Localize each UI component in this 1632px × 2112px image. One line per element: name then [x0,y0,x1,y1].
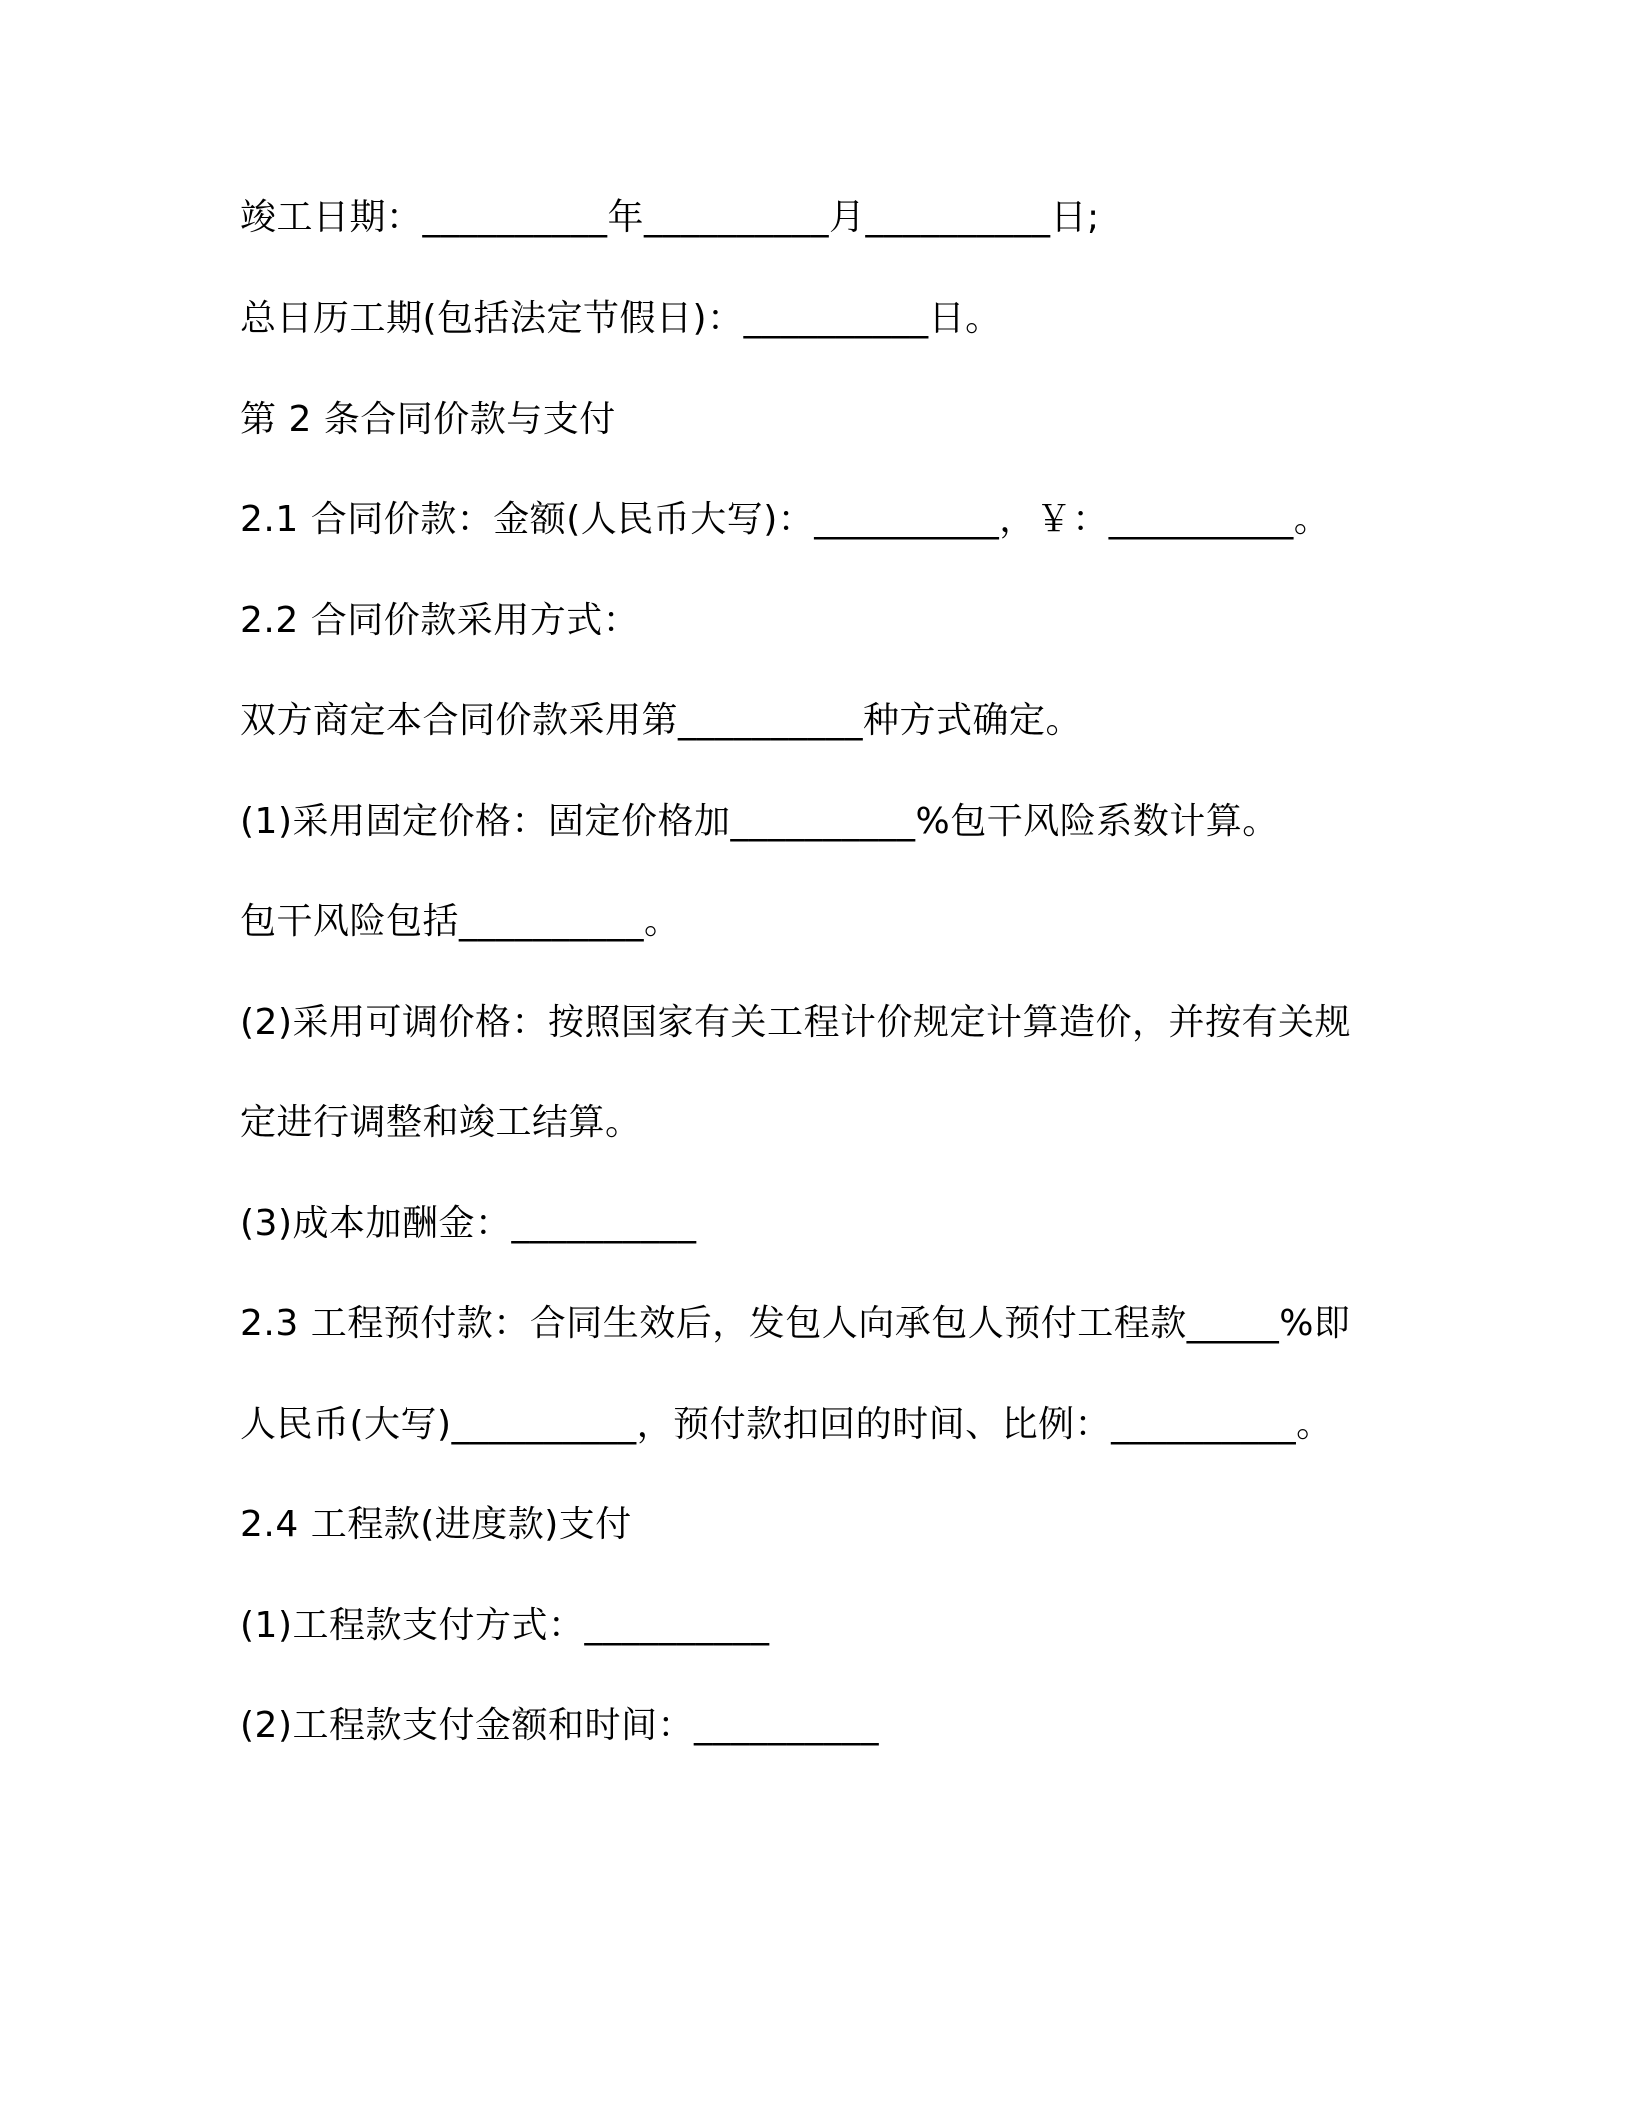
payment-method-line: (1)工程款支付方式：__________ [240,1605,770,1646]
cost-plus-option: (3)成本加酬金：__________ [240,1203,697,1244]
clause-2-1-contract-price: 2.1 合同价款：金额(人民币大写)：__________，￥：__________。 [240,499,1331,540]
advance-payment-continued: 人民币(大写)__________，预付款扣回的时间、比例：__________。 [240,1404,1333,1445]
clause-2-4-heading: 2.4 工程款(进度款)支付 [240,1504,632,1545]
article-2-heading: 第 2 条合同价款与支付 [240,399,616,440]
fixed-price-option: (1)采用固定价格：固定价格加__________%包干风险系数计算。 [240,801,1279,842]
total-calendar-days-line: 总日历工期(包括法定节假日)：__________日。 [240,298,1002,339]
payment-amount-time-line: (2)工程款支付金额和时间：__________ [240,1705,879,1746]
clause-2-2-heading: 2.2 合同价款采用方式： [240,600,640,641]
adjustable-price-option: (2)采用可调价格：按照国家有关工程计价规定计算造价，并按有关规 [240,1002,1351,1043]
adjustable-price-continued: 定进行调整和竣工结算。 [240,1102,642,1143]
completion-date-line: 竣工日期：__________年__________月__________日; [240,197,1100,238]
clause-2-3-advance-payment: 2.3 工程预付款：合同生效后，发包人向承包人预付工程款_____%即 [240,1303,1351,1344]
price-method-agreement: 双方商定本合同价款采用第__________种方式确定。 [240,700,1083,741]
lump-sum-risk-scope: 包干风险包括__________。 [240,901,681,942]
